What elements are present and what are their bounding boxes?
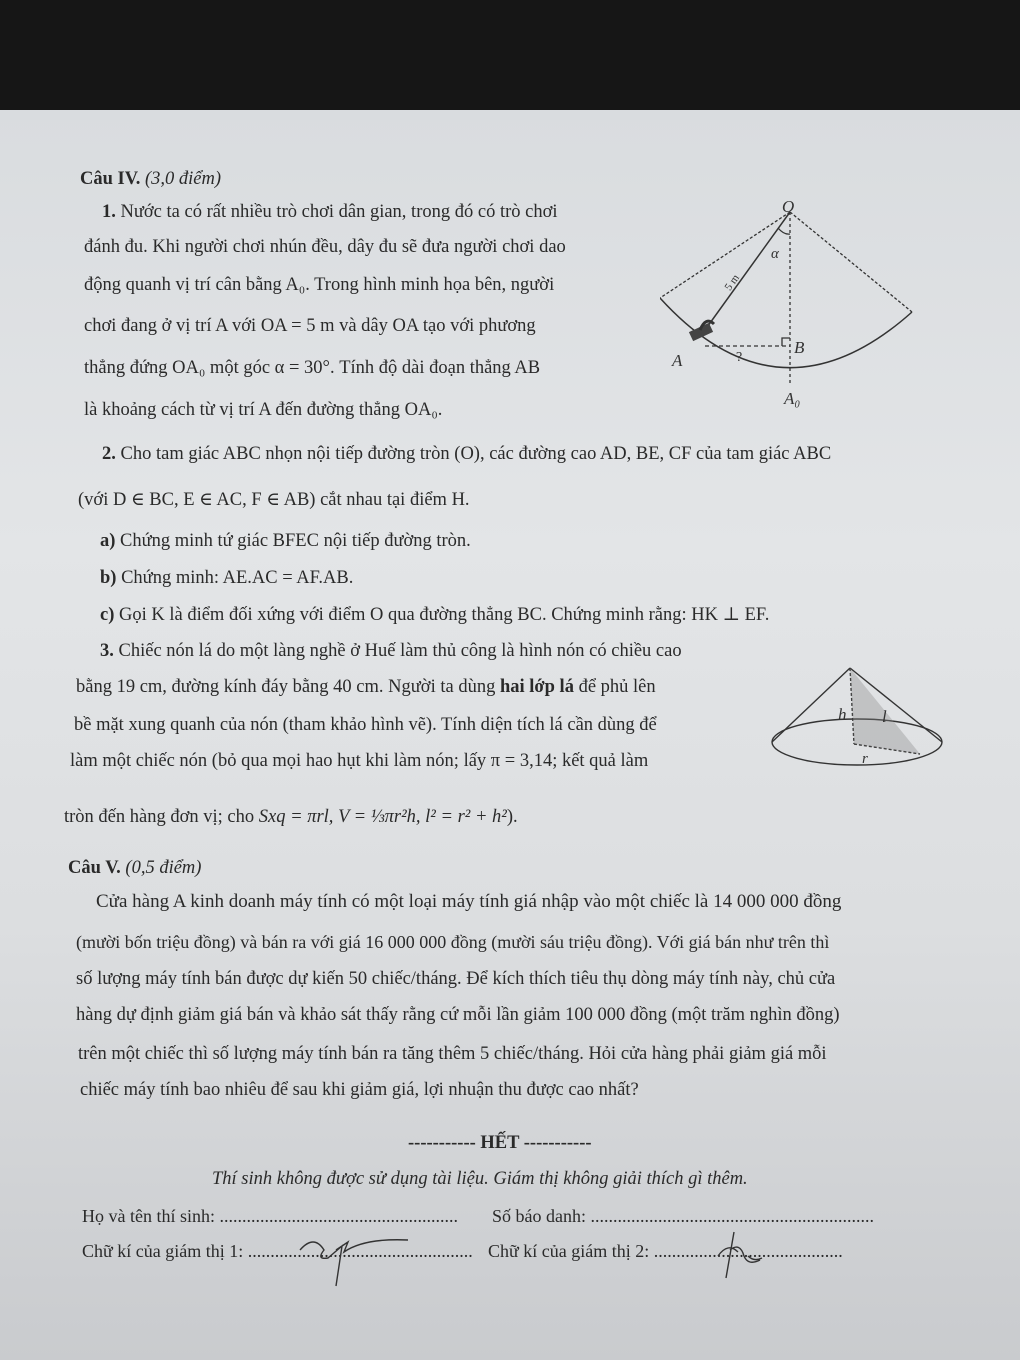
cone-diagram (770, 662, 950, 772)
right-rope-line (790, 212, 912, 312)
q4-p3-line3: bề mặt xung quanh của nón (tham khảo hình vẽ). Tính diện tích lá cần dùng để (74, 715, 657, 735)
label-question: ? (736, 350, 743, 365)
q4-p3-line1: 3. Chiếc nón lá do một làng nghề ở Huế làm thủ công là hình nón có chiều cao (100, 641, 682, 661)
proctor1-signature-field: Chữ kí của giám thị 1: .................................................. (82, 1241, 473, 1261)
q5-line6: chiếc máy tính bao nhiêu để sau khi giảm giá, lợi nhuận thu được cao nhất? (80, 1080, 639, 1100)
label-b: B (794, 338, 805, 357)
label-l: l (882, 707, 887, 726)
label-r: r (862, 751, 868, 767)
swing-diagram (660, 190, 930, 420)
right-angle-mark (782, 338, 790, 346)
proctor1-signature (290, 1224, 420, 1290)
q4-p3-line5: tròn đến hàng đơn vị; cho Sxq = πrl, V = ⅓πr²h, l² = r² + h²). (64, 807, 518, 827)
footer-note: Thí sinh không được sử dụng tài liệu. Giám thị không giải thích gì thêm. (212, 1169, 748, 1189)
end-marker: ----------- HẾT ----------- (408, 1133, 592, 1153)
q4-p2-a: a) Chứng minh tứ giác BFEC nội tiếp đường tròn. (100, 531, 471, 551)
proctor2-signature-field: Chữ kí của giám thị 2: .......................................... (488, 1241, 843, 1261)
q4-p2-line2: (với D ∈ BC, E ∈ AC, F ∈ AB) cắt nhau tại điểm H. (78, 490, 470, 510)
q4-p1-line6: là khoảng cách từ vị trí A đến đường thẳng OA₀. (84, 400, 443, 420)
rope-oa (705, 212, 790, 330)
q4-p1-line5: thẳng đứng OA₀ một góc α = 30°. Tính độ dài đoạn thẳng AB (84, 358, 541, 378)
label-h: h (838, 705, 847, 724)
label-a0: A₀ (784, 389, 801, 408)
candidate-name-field: Họ và tên thí sinh: ..................................................... (82, 1206, 458, 1226)
q5-line1: Cửa hàng A kinh doanh máy tính có một loại máy tính giá nhập vào một chiếc là 14 000 000 đồng (96, 891, 842, 912)
q5-line4: hàng dự định giảm giá bán và khảo sát thấy rằng cứ mỗi lần giảm 100 000 đồng (một trăm nghìn đồng) (76, 1005, 840, 1025)
q4-p3-line2: bằng 19 cm, đường kính đáy bằng 40 cm. Người ta dùng hai lớp lá để phủ lên (76, 677, 656, 697)
q5-line2: (mười bốn triệu đồng) và bán ra với giá 16 000 000 đồng (mười sáu triệu đồng). Với giá bán như trên thì (76, 932, 830, 952)
q5-line5: trên một chiếc thì số lượng máy tính bán ra tăng thêm 5 chiếc/tháng. Hỏi cửa hàng phải giảm giá mỗi (78, 1044, 827, 1064)
label-5m: 5 m (722, 272, 742, 293)
label-o: O (782, 197, 795, 216)
candidate-number-field: Số báo danh: ............................................................... (492, 1206, 874, 1226)
q4-p2-line1: 2. Cho tam giác ABC nhọn nội tiếp đường tròn (O), các đường cao AD, BE, CF của tam giác ABC (102, 444, 832, 464)
q4-p1-line2: đánh đu. Khi người chơi nhún đều, dây đu sẽ đưa người chơi dao (84, 237, 566, 257)
question-5-heading: Câu V. (0,5 điểm) (68, 858, 202, 878)
q4-p1-line4: chơi đang ở vị trí A với OA = 5 m và dây OA tạo với phương (84, 316, 536, 336)
q4-p3-line4: làm một chiếc nón (bỏ qua mọi hao hụt khi làm nón; lấy π = 3,14; kết quả làm (70, 751, 649, 771)
angle-arc (778, 228, 790, 234)
q4-p2-c: c) Gọi K là điểm đối xứng với điểm O qua đường thẳng BC. Chứng minh rằng: HK ⊥ EF. (100, 605, 770, 625)
question-4-heading: Câu IV. (3,0 điểm) (80, 169, 221, 189)
proctor2-signature (700, 1222, 780, 1282)
q4-p2-b: b) Chứng minh: AE.AC = AF.AB. (100, 568, 354, 588)
q5-line3: số lượng máy tính bán được dự kiến 50 chiếc/tháng. Để kích thích tiêu thụ dòng máy tính này, chủ cửa (76, 969, 836, 989)
q4-p1-line1: 1. Nước ta có rất nhiều trò chơi dân gian, trong đó có trò chơi (102, 202, 558, 222)
q4-p1-line3: động quanh vị trí cân bằng A₀. Trong hình minh họa bên, người (84, 275, 555, 295)
label-a: A (672, 351, 683, 370)
label-alpha: α (771, 246, 779, 262)
